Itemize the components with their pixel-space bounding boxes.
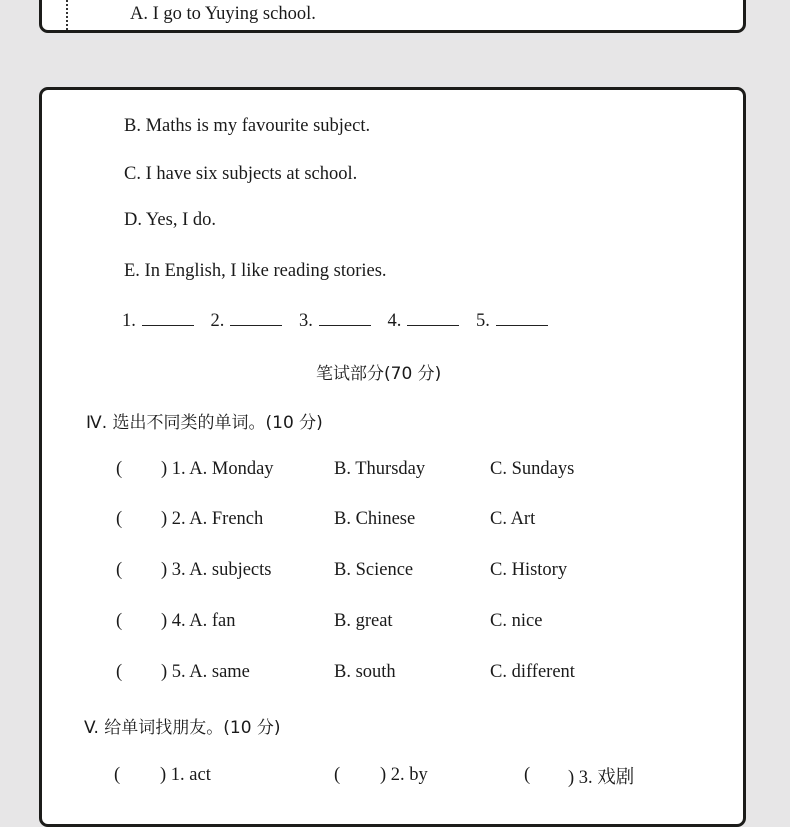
blank-label: 4. (387, 311, 402, 331)
item-option-a: ) 4. A. fan (161, 611, 236, 631)
paren: ( (116, 509, 123, 529)
paren: ( (114, 765, 121, 785)
answer-blank[interactable] (407, 325, 459, 326)
answer-blank[interactable] (319, 325, 371, 326)
option-c: C. I have six subjects at school. (124, 164, 358, 184)
item-option-b: B. south (334, 662, 396, 682)
section5-title: V. 给单词找朋友。(10 分) (84, 718, 281, 738)
paren: ( (116, 459, 123, 479)
item-option-b: B. Thursday (334, 459, 426, 479)
item-option-c: C. Art (490, 509, 536, 529)
answer-blank[interactable] (496, 325, 548, 326)
paren: ( (116, 662, 123, 682)
paren: ( (116, 560, 123, 580)
item-option-b: B. Chinese (334, 509, 416, 529)
paren: ( (524, 765, 531, 785)
item-option-a: ) 2. A. French (161, 509, 264, 529)
answer-blank[interactable] (142, 325, 194, 326)
option-a: A. I go to Yuying school. (130, 4, 316, 24)
option-d: D. Yes, I do. (124, 210, 217, 230)
blank-label: 3. (299, 311, 313, 331)
paren: ( (334, 765, 341, 785)
item-option-b: B. Science (334, 560, 414, 580)
item-option-c: C. different (490, 662, 575, 682)
blank-label: 2. (210, 311, 225, 331)
item-option-a: ) 3. A. subjects (161, 560, 272, 580)
answer-blank[interactable] (230, 325, 282, 326)
option-b: B. Maths is my favourite subject. (124, 116, 371, 136)
item-option-c: C. nice (490, 611, 543, 631)
blank-label: 1. (122, 311, 136, 331)
option-e: E. In English, I like reading stories. (124, 261, 387, 281)
match-item-3: ) 3. 戏剧 (568, 768, 635, 788)
item-option-b: B. great (334, 611, 393, 631)
item-option-c: C. History (490, 560, 568, 580)
written-section-title: 笔试部分(70 分) (316, 364, 442, 384)
item-option-a: ) 1. A. Monday (161, 459, 274, 479)
blank-label: 5. (476, 311, 490, 331)
match-item-1: ) 1. act (160, 765, 211, 785)
dotted-margin-line (66, 0, 68, 30)
answer-blanks-row (122, 311, 560, 332)
match-item-2: ) 2. by (380, 765, 428, 785)
paren: ( (116, 611, 123, 631)
section4-title: Ⅳ. 选出不同类的单词。(10 分) (86, 413, 323, 433)
item-option-c: C. Sundays (490, 459, 575, 479)
item-option-a: ) 5. A. same (161, 662, 250, 682)
